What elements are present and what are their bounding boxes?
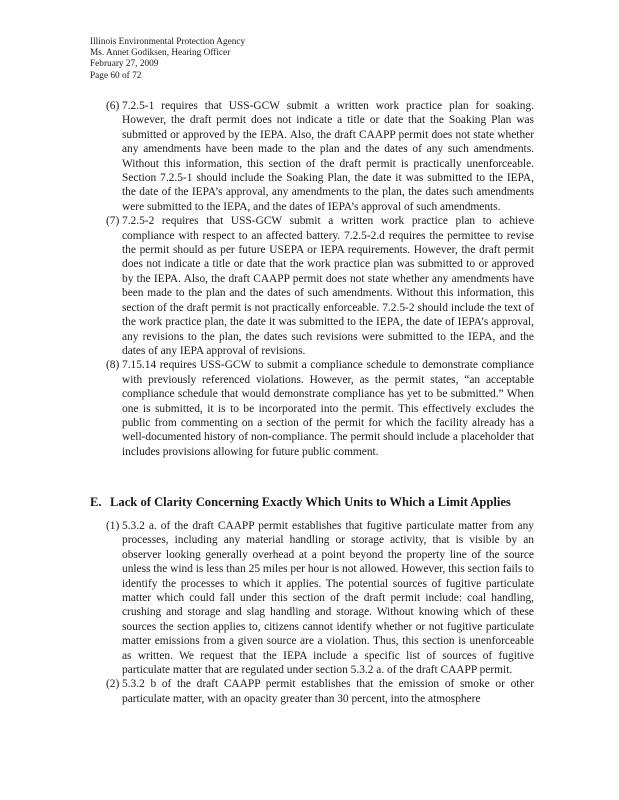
list-item: [106, 214, 534, 358]
header-officer: Ms. Annet Godiksen, Hearing Officer: [90, 48, 231, 59]
item-text: 5.3.2 b of the draft CAAPP permit establishes that the emission of smoke or other particulate matter, with an opacity greater than 30 percent, into the atmosphere: [122, 678, 534, 705]
comment-list-section-d: [106, 99, 534, 459]
header-agency: Illinois Environmental Protection Agency: [90, 37, 246, 47]
item-text: 7.15.14 requires USS-GCW to submit a compliance schedule to demonstrate compliance with previously referenced violations. However, as the permit states, “an acceptable compliance schedule that would demonstrate compliance has yet to be submitted.” When one is submitted, it is to be incorporated into the permit. This effectively excludes the public from commenting on a section of the permit for which the facility already has a well-documented history of non-compliance. The permit should include a placeholder that includes provisions allowing for future public comment.: [122, 359, 534, 458]
section-e-heading: [90, 495, 550, 510]
list-item: [106, 358, 534, 459]
letter-header: [90, 37, 245, 82]
header-date: February 27, 2009: [90, 59, 159, 70]
comment-list-section-e: [106, 519, 534, 706]
item-number: (8): [106, 359, 120, 372]
list-item: [106, 99, 534, 214]
item-number: (1): [106, 520, 120, 532]
item-number: (7): [106, 215, 120, 228]
list-item: [106, 677, 534, 706]
section-letter: E.: [90, 495, 102, 509]
item-number: (2): [106, 678, 120, 691]
item-text: 7.2.5-1 requires that USS-GCW submit a written work practice plan for soaking. However, the draft permit does not indicate a title or date that the Soaking Plan was submitted or approved by the IEPA. Also, the draft CAAPP permit does not state whether any amendments have been made to the plan and the dates of any such amendments. Without this information, this section of the draft permit is practically unenforceable. Section 7.2.5-1 should include the Soaking Plan, the date it was submitted to the IEPA, the date of the IEPA’s approval, any amendments to the plan, the dates such amendments were submitted to the IEPA, and the dates of IEPA’s approval of such amendments.: [122, 100, 534, 213]
list-item: [106, 519, 534, 677]
item-number: (6): [106, 100, 120, 112]
item-text: 5.3.2 a. of the draft CAAPP permit establishes that fugitive particulate matter from any processes, including any material handling or storage activity, that is visible by an observer looking generally overhead at a point beyond the property line of the source unless the wind is less than 25 miles per hour is not allowed. However, this section fails to identify the processes to which it applies. The potential sources of fugitive particulate matter which could fall under this section of the draft permit include: coal handling, crushing and storage and slag handling and storage. Without knowing which of these sources the section applies to, citizens cannot identify whether or not fugitive particulate matter emissions from a given source are a violation. Thus, this section is unenforceable as written. We request that the IEPA include a specific list of sources of fugitive particulate matter that are regulated under section 5.3.2 a. of the draft CAAPP permit.: [122, 520, 534, 677]
section-title: Lack of Clarity Concerning Exactly Which Units to Which a Limit Applies: [110, 495, 511, 509]
item-text: 7.2.5-2 requires that USS-GCW submit a written work practice plan to achieve compliance with respect to an affected battery. 7.2.5-2.d requires the permittee to revise the permit should as per future USEPA or IEPA requirements. However, the draft permit does not indicate a title or date that the work practice plan was submitted to or approved by the IEPA. Also, the draft CAAPP permit does not state whether any amendments have been made to the plan and the dates of such amendments. Without this information, this section of the draft permit is not practically enforceable. 7.2.5-2 should include the text of the work practice plan, the date it was submitted to the IEPA, the date of IEPA’s approval, any revisions to the plan, the dates such revisions were submitted to the IEPA, and the dates of any IEPA approval of revisions.: [122, 215, 534, 357]
header-page-number: Page 60 of 72: [90, 70, 142, 81]
